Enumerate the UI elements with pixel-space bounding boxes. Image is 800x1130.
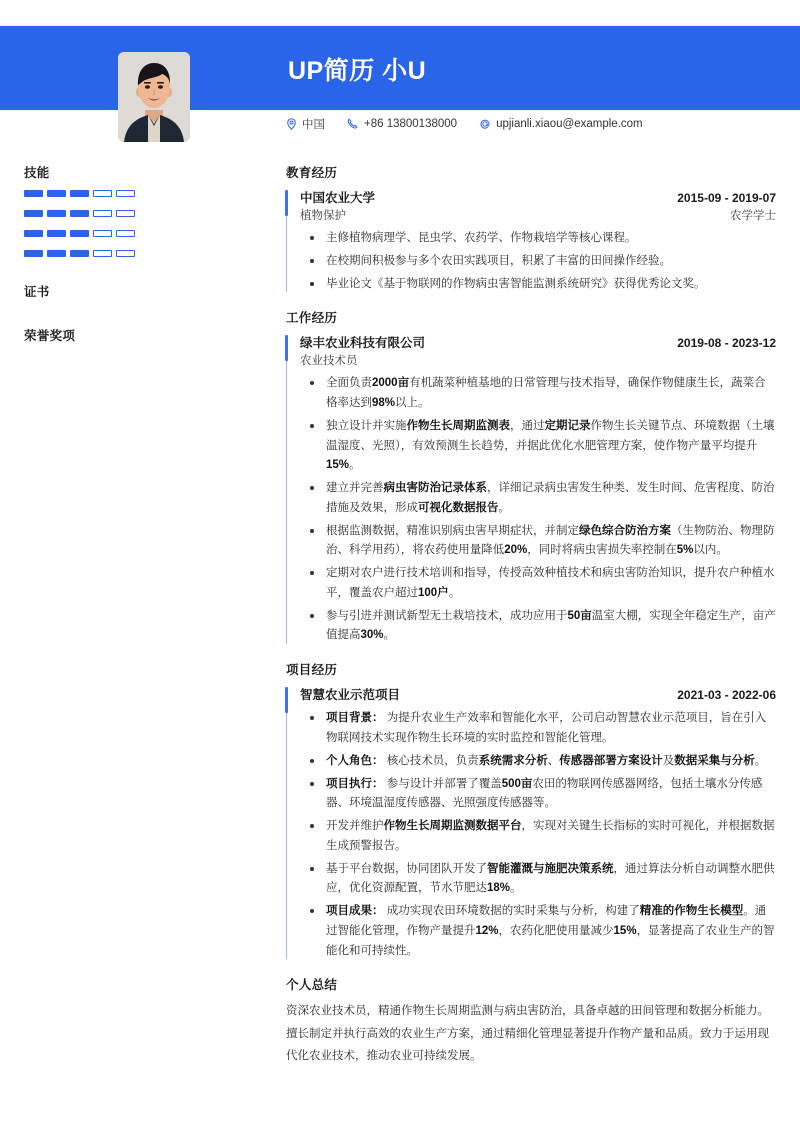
- bullet-item: 毕业论文《基于物联网的作物病虫害智能监测系统研究》获得优秀论文奖。: [300, 275, 776, 295]
- skill-level-meter: [24, 210, 256, 217]
- skill-level-bar: [47, 230, 66, 237]
- contact-location: [286, 116, 325, 132]
- sidebar: [24, 163, 256, 353]
- at-sign-icon: [479, 118, 491, 130]
- bullet-item: 主修植物病理学、昆虫学、农药学、作物栽培学等核心课程。: [300, 229, 776, 249]
- skill-level-bar: [47, 210, 66, 217]
- email-text: upjianli.xiaou@example.com: [496, 118, 643, 130]
- skill-level-bar: [93, 250, 112, 257]
- sidebar-skills-title: 技能: [24, 166, 50, 180]
- skill-level-bar: [47, 250, 66, 257]
- entry-organization: 绿丰农业科技有限公司: [300, 336, 426, 351]
- bullet-item: 全面负责2000亩有机蔬菜种植基地的日常管理与技术指导，确保作物健康生长，蔬菜合格率达到98%以上。: [300, 374, 776, 414]
- entry-subheader: [300, 352, 776, 368]
- section-education: [286, 163, 776, 294]
- education-title: 教育经历: [286, 166, 338, 180]
- skill-block: [24, 250, 256, 257]
- entry-header: [300, 685, 776, 703]
- skill-level-bar: [116, 190, 135, 197]
- bullet-item: 定期对农户进行技术培训和指导，传授高效种植技术和病虫害防治知识，提升农户种植水平，覆盖农户超过100户。: [300, 564, 776, 604]
- bullet-item: 在校期间积极参与多个农田实践项目，积累了丰富的田间操作经验。: [300, 252, 776, 272]
- sidebar-awards-title: 荣誉奖项: [24, 329, 76, 343]
- location-text: 中国: [302, 119, 325, 131]
- skill-level-bar: [70, 190, 89, 197]
- entry-header: [300, 188, 776, 206]
- education-entry: [286, 188, 776, 294]
- section-projects: [286, 660, 776, 961]
- contact-phone: [347, 118, 457, 130]
- phone-icon: [347, 118, 359, 130]
- entry-organization: 智慧农业示范项目: [300, 688, 401, 703]
- entry-header: [300, 333, 776, 351]
- section-summary: [286, 975, 776, 1066]
- bullet-item: 开发并维护作物生长周期监测数据平台，实现对关键生长指标的实时可视化，并根据数据生成预警报告。: [300, 817, 776, 857]
- entry-bullets: [300, 709, 776, 961]
- page-title: UP简历 小U: [288, 57, 427, 85]
- bullet-item: 建立并完善病虫害防治记录体系，详细记录病虫害发生种类、发生时间、危害程度、防治措施及效果，形成可视化数据报告。: [300, 479, 776, 519]
- section-work: [286, 308, 776, 646]
- skill-block: [24, 230, 256, 237]
- sidebar-certificates-title: 证书: [24, 285, 50, 299]
- skill-level-bar: [24, 250, 43, 257]
- bullet-item: 个人角色： 核心技术员，负责系统需求分析、传感器部署方案设计及数据采集与分析。: [300, 752, 776, 772]
- skill-level-bar: [116, 210, 135, 217]
- bullet-item: 项目成果： 成功实现农田环境数据的实时采集与分析，构建了精准的作物生长模型。通过智能化管理，作物产量提升12%，农药化肥使用量减少15%，显著提高了农业生产的智能化和可持续性。: [300, 902, 776, 961]
- skill-level-bar: [93, 230, 112, 237]
- skill-level-meter: [24, 230, 256, 237]
- skill-level-meter: [24, 190, 256, 197]
- entry-date: 2019-08 - 2023-12: [677, 336, 776, 351]
- skill-level-bar: [70, 230, 89, 237]
- entry-date: 2021-03 - 2022-06: [677, 688, 776, 703]
- main-content: [286, 163, 776, 1081]
- entry-date: 2015-09 - 2019-07: [677, 191, 776, 205]
- entry-role: 农业技术员: [300, 355, 358, 368]
- bullet-item: 根据监测数据，精准识别病虫害早期症状，并制定绿色综合防治方案（生物防治、物理防治、科学用药），将农药使用量降低20%，同时将病虫害损失率控制在5%以内。: [300, 522, 776, 562]
- skill-block: [24, 210, 256, 217]
- phone-text: +86 13800138000: [364, 118, 458, 130]
- bullet-item: 参与引进并测试新型无土栽培技术，成功应用于50亩温室大棚，实现全年稳定生产，亩产值提高30%。: [300, 607, 776, 647]
- project-entry: [286, 685, 776, 961]
- skills-list: [24, 190, 256, 257]
- bullet-item: 项目背景： 为提升农业生产效率和智能化水平，公司启动智慧农业示范项目，旨在引入物联网技术实现作物生长环境的实时监控和智能化管理。: [300, 709, 776, 749]
- skill-level-meter: [24, 250, 256, 257]
- skill-level-bar: [116, 230, 135, 237]
- work-title: 工作经历: [286, 311, 338, 326]
- contact-email: [479, 118, 643, 130]
- entry-role: 植物保护: [300, 210, 346, 222]
- avatar: [118, 52, 190, 142]
- skill-level-bar: [24, 190, 43, 197]
- entry-subheader: [300, 207, 776, 223]
- projects-title: 项目经历: [286, 663, 338, 678]
- bullet-item: 独立设计并实施作物生长周期监测表，通过定期记录作物生长关键节点、环境数据（土壤温湿度、光照），有效预测生长趋势，并据此优化水肥管理方案，使作物产量平均提升15%。: [300, 417, 776, 476]
- skill-level-bar: [24, 230, 43, 237]
- skill-level-bar: [70, 210, 89, 217]
- summary-title: 个人总结: [286, 978, 338, 993]
- entry-bullets: [300, 374, 776, 646]
- skill-block: [24, 190, 256, 197]
- skill-level-bar: [24, 210, 43, 217]
- location-pin-icon: [286, 118, 297, 130]
- bullet-item: 基于平台数据，协同团队开发了智能灌溉与施肥决策系统，通过算法分析自动调整水肥供应，优化资源配置，节水节肥达18%。: [300, 860, 776, 900]
- contact-info: [286, 116, 643, 132]
- entry-bullets: [300, 229, 776, 294]
- summary-text: 资深农业技术员，精通作物生长周期监测与病虫害防治，具备卓越的田间管理和数据分析能力。擅长制定并执行高效的农业生产方案，通过精细化管理显著提升作物产量和品质。致力于运用现代化农业技术，推动农业可持续发展。: [286, 1005, 769, 1062]
- skill-level-bar: [93, 210, 112, 217]
- bullet-item: 项目执行： 参与设计并部署了覆盖500亩农田的物联网传感器网络，包括土壤水分传感器、环境温湿度传感器、光照强度传感器等。: [300, 775, 776, 815]
- skill-level-bar: [116, 250, 135, 257]
- skill-level-bar: [93, 190, 112, 197]
- entry-organization: 中国农业大学: [300, 191, 376, 205]
- work-entry: [286, 333, 776, 646]
- skill-level-bar: [47, 190, 66, 197]
- entry-degree: 农学学士: [730, 210, 776, 222]
- skill-level-bar: [70, 250, 89, 257]
